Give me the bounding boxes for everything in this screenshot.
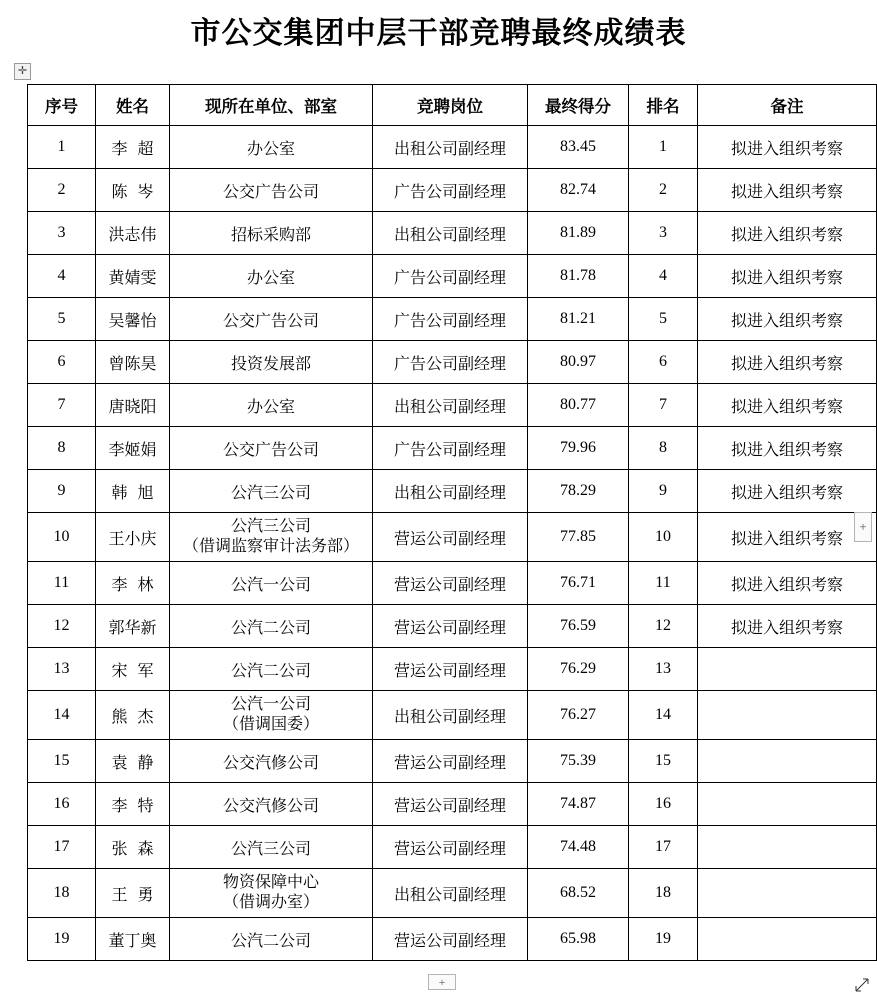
cell-rank: 17 bbox=[629, 826, 698, 869]
column-header-note: 备注 bbox=[698, 85, 877, 126]
cell-rank: 12 bbox=[629, 605, 698, 648]
cell-rank: 13 bbox=[629, 648, 698, 691]
cell-rank: 16 bbox=[629, 783, 698, 826]
cell-unit bbox=[170, 513, 373, 562]
cell-index: 8 bbox=[28, 427, 96, 470]
cell-post: 出租公司副经理 bbox=[373, 691, 528, 740]
name-text: 李特 bbox=[111, 797, 164, 815]
cell-score: 80.77 bbox=[528, 384, 629, 427]
insert-row-right-button[interactable]: + bbox=[854, 512, 872, 542]
cell-note: 拟进入组织考察 bbox=[698, 298, 877, 341]
name-text: 张森 bbox=[111, 840, 164, 858]
name-text: 李超 bbox=[111, 140, 164, 158]
cell-index: 6 bbox=[28, 341, 96, 384]
name-text: 王勇 bbox=[111, 886, 164, 904]
cell-rank: 3 bbox=[629, 212, 698, 255]
name-text: 韩旭 bbox=[111, 484, 164, 502]
table-header-row bbox=[28, 85, 877, 126]
cell-name: 曾陈昊 bbox=[96, 341, 170, 384]
cell-name bbox=[96, 691, 170, 740]
name-text: 宋军 bbox=[111, 662, 164, 680]
cell-index: 11 bbox=[28, 562, 96, 605]
cell-post: 营运公司副经理 bbox=[373, 783, 528, 826]
cell-unit: 办公室 bbox=[170, 126, 373, 169]
cell-unit: 投资发展部 bbox=[170, 341, 373, 384]
cell-post: 营运公司副经理 bbox=[373, 826, 528, 869]
cell-post: 广告公司副经理 bbox=[373, 298, 528, 341]
cell-post: 出租公司副经理 bbox=[373, 869, 528, 918]
cell-name bbox=[96, 740, 170, 783]
column-header-rank: 排名 bbox=[629, 85, 698, 126]
cell-note bbox=[698, 783, 877, 826]
cell-post: 出租公司副经理 bbox=[373, 384, 528, 427]
cell-note: 拟进入组织考察 bbox=[698, 384, 877, 427]
cell-name bbox=[96, 126, 170, 169]
cell-note bbox=[698, 648, 877, 691]
cell-name bbox=[96, 869, 170, 918]
cell-name: 吴馨怡 bbox=[96, 298, 170, 341]
cell-unit: 招标采购部 bbox=[170, 212, 373, 255]
column-header-index: 序号 bbox=[28, 85, 96, 126]
cell-score: 77.85 bbox=[528, 513, 629, 562]
table-row[interactable] bbox=[28, 826, 877, 869]
table-row[interactable] bbox=[28, 918, 877, 961]
cell-unit: 公汽二公司 bbox=[170, 605, 373, 648]
cell-note: 拟进入组织考察 bbox=[698, 341, 877, 384]
cell-score: 83.45 bbox=[528, 126, 629, 169]
cell-index: 17 bbox=[28, 826, 96, 869]
cell-post: 广告公司副经理 bbox=[373, 255, 528, 298]
table-row[interactable] bbox=[28, 869, 877, 918]
cell-index: 12 bbox=[28, 605, 96, 648]
table-row[interactable] bbox=[28, 255, 877, 298]
name-text: 袁静 bbox=[111, 754, 164, 772]
column-header-unit: 现所在单位、部室 bbox=[170, 85, 373, 126]
cell-name bbox=[96, 169, 170, 212]
cell-score: 76.71 bbox=[528, 562, 629, 605]
cell-note: 拟进入组织考察 bbox=[698, 605, 877, 648]
name-text: 熊杰 bbox=[111, 708, 164, 726]
column-header-score: 最终得分 bbox=[528, 85, 629, 126]
cell-rank: 6 bbox=[629, 341, 698, 384]
cell-score: 78.29 bbox=[528, 470, 629, 513]
cell-name: 郭华新 bbox=[96, 605, 170, 648]
cell-post: 出租公司副经理 bbox=[373, 126, 528, 169]
cell-score: 79.96 bbox=[528, 427, 629, 470]
cell-name bbox=[96, 783, 170, 826]
cell-unit: 办公室 bbox=[170, 255, 373, 298]
cell-post: 营运公司副经理 bbox=[373, 562, 528, 605]
cell-name bbox=[96, 648, 170, 691]
table-row[interactable] bbox=[28, 298, 877, 341]
cell-unit: 公交广告公司 bbox=[170, 169, 373, 212]
cell-post: 营运公司副经理 bbox=[373, 513, 528, 562]
cell-post: 营运公司副经理 bbox=[373, 605, 528, 648]
cell-score: 74.87 bbox=[528, 783, 629, 826]
cell-rank: 10 bbox=[629, 513, 698, 562]
column-header-name: 姓名 bbox=[96, 85, 170, 126]
cell-index: 4 bbox=[28, 255, 96, 298]
cell-post: 营运公司副经理 bbox=[373, 740, 528, 783]
cell-index: 18 bbox=[28, 869, 96, 918]
grades-table-body bbox=[28, 126, 877, 961]
cell-index: 10 bbox=[28, 513, 96, 562]
cell-name: 唐晓阳 bbox=[96, 384, 170, 427]
resize-corner-icon[interactable] bbox=[855, 978, 869, 992]
table-row[interactable] bbox=[28, 783, 877, 826]
insert-row-bottom-button[interactable]: + bbox=[428, 974, 456, 990]
cell-note: 拟进入组织考察 bbox=[698, 470, 877, 513]
cell-note: 拟进入组织考察 bbox=[698, 169, 877, 212]
cell-score: 81.78 bbox=[528, 255, 629, 298]
cell-score: 80.97 bbox=[528, 341, 629, 384]
cell-unit: 公汽三公司 bbox=[170, 826, 373, 869]
cell-note bbox=[698, 691, 877, 740]
cell-unit: 公汽二公司 bbox=[170, 918, 373, 961]
cell-name: 董丁奥 bbox=[96, 918, 170, 961]
cell-post: 出租公司副经理 bbox=[373, 470, 528, 513]
cell-score: 75.39 bbox=[528, 740, 629, 783]
cell-index: 19 bbox=[28, 918, 96, 961]
table-row[interactable] bbox=[28, 212, 877, 255]
cell-note: 拟进入组织考察 bbox=[698, 126, 877, 169]
unit-line-2: （借调监察审计法务部） bbox=[182, 538, 359, 555]
cell-unit: 办公室 bbox=[170, 384, 373, 427]
unit-line-1: 公汽三公司 bbox=[230, 518, 311, 535]
cell-unit bbox=[170, 691, 373, 740]
cell-index: 16 bbox=[28, 783, 96, 826]
cell-post: 广告公司副经理 bbox=[373, 169, 528, 212]
cell-rank: 8 bbox=[629, 427, 698, 470]
cell-name: 黄婧雯 bbox=[96, 255, 170, 298]
cell-note: 拟进入组织考察 bbox=[698, 427, 877, 470]
unit-line-2: （借调国委） bbox=[222, 716, 319, 733]
table-row[interactable] bbox=[28, 427, 877, 470]
cell-rank: 11 bbox=[629, 562, 698, 605]
cell-score: 68.52 bbox=[528, 869, 629, 918]
cell-name bbox=[96, 470, 170, 513]
table-row[interactable] bbox=[28, 513, 877, 562]
cell-score: 76.27 bbox=[528, 691, 629, 740]
cell-note bbox=[698, 869, 877, 918]
cell-index: 3 bbox=[28, 212, 96, 255]
cell-unit: 公交汽修公司 bbox=[170, 783, 373, 826]
cell-unit: 公交广告公司 bbox=[170, 427, 373, 470]
column-header-post: 竞聘岗位 bbox=[373, 85, 528, 126]
table-row[interactable] bbox=[28, 470, 877, 513]
cell-unit: 公汽一公司 bbox=[170, 562, 373, 605]
cell-name: 王小庆 bbox=[96, 513, 170, 562]
cell-rank: 9 bbox=[629, 470, 698, 513]
cell-index: 1 bbox=[28, 126, 96, 169]
table-row[interactable] bbox=[28, 126, 877, 169]
cell-score: 81.89 bbox=[528, 212, 629, 255]
cell-name: 李姬娟 bbox=[96, 427, 170, 470]
cell-index: 2 bbox=[28, 169, 96, 212]
cell-index: 5 bbox=[28, 298, 96, 341]
page-title: 市公交集团中层干部竞聘最终成绩表 bbox=[190, 17, 687, 50]
cell-note bbox=[698, 826, 877, 869]
cell-rank: 15 bbox=[629, 740, 698, 783]
cell-score: 82.74 bbox=[528, 169, 629, 212]
cell-name bbox=[96, 826, 170, 869]
cell-post: 广告公司副经理 bbox=[373, 427, 528, 470]
cell-score: 81.21 bbox=[528, 298, 629, 341]
table-row[interactable] bbox=[28, 169, 877, 212]
cell-score: 65.98 bbox=[528, 918, 629, 961]
grades-table-container bbox=[27, 84, 850, 961]
cell-unit: 公汽三公司 bbox=[170, 470, 373, 513]
cell-unit: 公交汽修公司 bbox=[170, 740, 373, 783]
cell-rank: 4 bbox=[629, 255, 698, 298]
cell-note bbox=[698, 918, 877, 961]
name-text: 李林 bbox=[111, 576, 164, 594]
cell-index: 7 bbox=[28, 384, 96, 427]
table-row[interactable] bbox=[28, 648, 877, 691]
cell-score: 76.59 bbox=[528, 605, 629, 648]
cell-rank: 2 bbox=[629, 169, 698, 212]
table-row[interactable] bbox=[28, 691, 877, 740]
cell-note bbox=[698, 740, 877, 783]
cell-score: 74.48 bbox=[528, 826, 629, 869]
cell-rank: 19 bbox=[629, 918, 698, 961]
cell-note: 拟进入组织考察 bbox=[698, 255, 877, 298]
cell-index: 13 bbox=[28, 648, 96, 691]
cell-rank: 14 bbox=[629, 691, 698, 740]
cell-post: 出租公司副经理 bbox=[373, 212, 528, 255]
table-row[interactable] bbox=[28, 740, 877, 783]
name-text: 陈岑 bbox=[111, 183, 164, 201]
table-row[interactable] bbox=[28, 384, 877, 427]
cell-name bbox=[96, 562, 170, 605]
cell-post: 广告公司副经理 bbox=[373, 341, 528, 384]
cell-rank: 7 bbox=[629, 384, 698, 427]
cell-rank: 1 bbox=[629, 126, 698, 169]
cell-unit: 公交广告公司 bbox=[170, 298, 373, 341]
table-row[interactable] bbox=[28, 341, 877, 384]
table-row[interactable] bbox=[28, 562, 877, 605]
cell-note: 拟进入组织考察 bbox=[698, 562, 877, 605]
cell-note: 拟进入组织考察 bbox=[698, 513, 877, 562]
cell-rank: 5 bbox=[629, 298, 698, 341]
unit-line-2: （借调办室） bbox=[222, 894, 319, 911]
table-row[interactable] bbox=[28, 605, 877, 648]
cell-index: 15 bbox=[28, 740, 96, 783]
cell-note: 拟进入组织考察 bbox=[698, 212, 877, 255]
unit-line-1: 公汽一公司 bbox=[230, 696, 311, 713]
cell-index: 9 bbox=[28, 470, 96, 513]
cell-unit: 公汽二公司 bbox=[170, 648, 373, 691]
cell-unit bbox=[170, 869, 373, 918]
cell-name: 洪志伟 bbox=[96, 212, 170, 255]
cell-index: 14 bbox=[28, 691, 96, 740]
grades-table bbox=[27, 84, 877, 961]
unit-line-1: 物资保障中心 bbox=[222, 874, 319, 891]
cell-score: 76.29 bbox=[528, 648, 629, 691]
cell-post: 营运公司副经理 bbox=[373, 918, 528, 961]
cell-rank: 18 bbox=[629, 869, 698, 918]
move-crosshair-icon[interactable]: ✛ bbox=[14, 63, 31, 80]
cell-post: 营运公司副经理 bbox=[373, 648, 528, 691]
